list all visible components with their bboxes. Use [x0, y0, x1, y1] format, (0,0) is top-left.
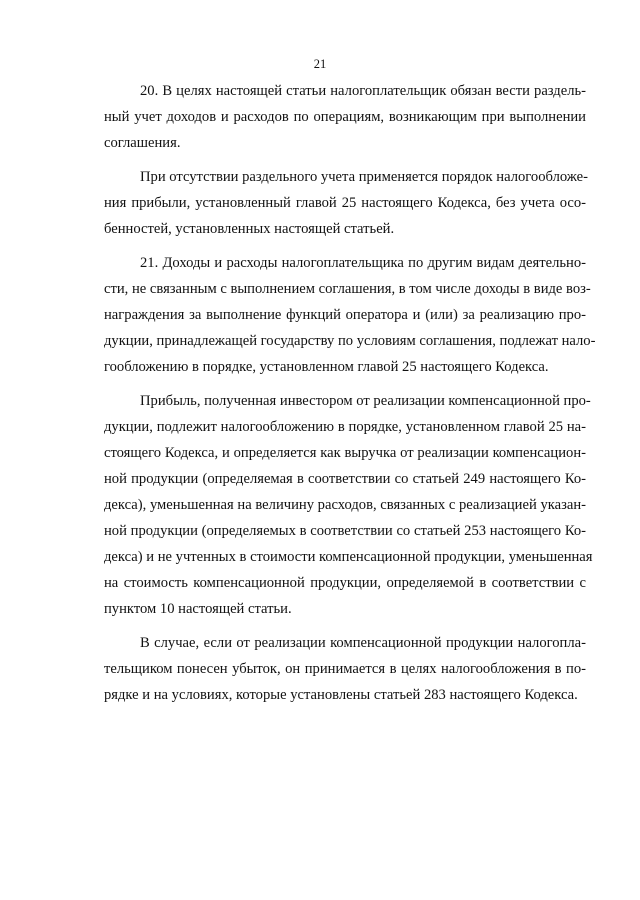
paragraph-loss [104, 630, 586, 708]
paragraph-line: ной продукции (определяемых в соответствии со статьей 253 настоящего Ко- [104, 523, 586, 539]
paragraph-line: ной продукции (определяемая в соответствии со статьей 249 настоящего Ко- [104, 471, 586, 487]
paragraph-line: соглашения. [104, 135, 181, 151]
paragraph-21 [104, 250, 596, 380]
paragraph-line: дукции, принадлежащей государству по условиям соглашения, подлежат нало- [104, 333, 596, 349]
paragraph-line: тельщиком понесен убыток, он принимается в целях налогообложения в по- [104, 661, 586, 677]
paragraph-line: В случае, если от реализации компенсационной продукции налогопла- [140, 635, 586, 651]
paragraph-line: пунктом 10 настоящей статьи. [104, 601, 292, 617]
paragraph-line: на стоимость компенсационной продукции, определяемой в соответствии с [104, 575, 586, 591]
paragraph-20 [104, 78, 586, 156]
paragraph-line: ный учет доходов и расходов по операциям, возникающим при выполнении [104, 109, 586, 125]
paragraph-investor-profit [104, 388, 593, 622]
paragraph-line: гообложению в порядке, установленном главой 25 настоящего Кодекса. [104, 359, 549, 375]
paragraph-line: При отсутствии раздельного учета применяется порядок налогообложе- [140, 169, 589, 185]
paragraph-line: сти, не связанным с выполнением соглашения, в том числе доходы в виде воз- [104, 281, 591, 297]
paragraph-line: ния прибыли, установленный главой 25 настоящего Кодекса, без учета осо- [104, 195, 586, 211]
paragraph-line: 21. Доходы и расходы налогоплательщика по другим видам деятельно- [140, 255, 586, 271]
paragraph-line: дукции, подлежит налогообложению в порядке, установленном главой 25 на- [104, 419, 586, 435]
paragraph-no-separate-accounting [104, 164, 589, 242]
paragraph-line: 20. В целях настоящей статьи налогоплательщик обязан вести раздель- [140, 83, 586, 99]
paragraph-line: стоящего Кодекса, и определяется как выручка от реализации компенсацион- [104, 445, 586, 461]
page-number: 21 [313, 57, 327, 71]
paragraph-line: бенностей, установленных настоящей статьей. [104, 221, 395, 237]
paragraph-line: награждения за выполнение функций оператора и (или) за реализацию про- [104, 307, 586, 323]
paragraph-line: рядке и на условиях, которые установлены статьей 283 настоящего Кодекса. [104, 687, 578, 703]
paragraph-line: Прибыль, полученная инвестором от реализации компенсационной про- [140, 393, 591, 409]
document-body [104, 78, 596, 716]
paragraph-line: декса) и не учтенных в стоимости компенсационной продукции, уменьшенная [104, 549, 593, 565]
paragraph-line: декса), уменьшенная на величину расходов, связанных с реализацией указан- [104, 497, 586, 513]
